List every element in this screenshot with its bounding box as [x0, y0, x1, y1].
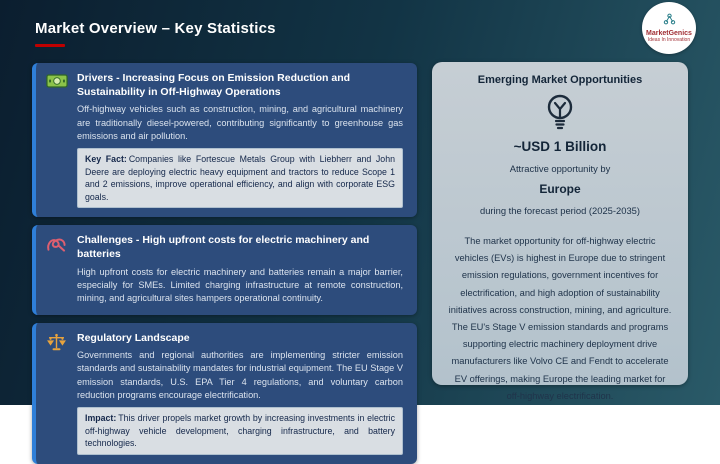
header: [35, 20, 276, 47]
opportunity-description: The market opportunity for off-highway electric vehicles (EVs) is highest in Europe due to stringent emission regulations, government incentives for electrification, and high adoption of sustainability initiatives across construction, mining, and agriculture. The EU's Stage V emission standards and programs supporting electric machinery deployment drive manufacturers like Volvo CE and Fendt to accelerate EV offerings, making Europe the leading market for off-highway electrification.: [448, 236, 672, 401]
knot-icon: [46, 233, 68, 305]
panel-title: Emerging Market Opportunities: [477, 74, 643, 86]
scales-icon: [46, 331, 68, 455]
card-challenges: [32, 225, 417, 314]
opportunity-subtitle: Attractive opportunity by: [509, 163, 611, 174]
callout-label: Key Fact:: [85, 154, 127, 165]
cards-column: [32, 63, 417, 464]
callout-text: This driver propels market growth by increasing investments in electric off-highway vehicle development, charging infrastructure, and battery technologies.: [85, 413, 395, 449]
callout-label: Impact:: [85, 413, 117, 424]
card-body: Governments and regional authorities are implementing stricter emission standards and sustainability mandates for industrial equipment. The EU Stage V emission standards, U.S. EPA Tier 4 regulations, and voluntary carbon reduction programs encourage electrification.: [77, 349, 403, 400]
card-title: Regulatory Landscape: [77, 331, 190, 344]
lightbulb-icon: [543, 93, 577, 135]
card-body: High upfront costs for electric machinery and batteries remain a major barrier, especially for SMEs. Limited charging infrastructure at remote construction, mining, and agricultural sites hampers operational continuity.: [77, 266, 403, 304]
card-drivers: [32, 63, 417, 217]
opportunity-value: ~USD 1 Billion: [513, 139, 607, 154]
callout-text: Companies like Fortescue Metals Group with Liebherr and John Deere are deploying electric heavy equipment and tractors to reduce Scope 1 and 2 emissions, improve operational efficiency, and align with corporate ESG goals.: [85, 154, 395, 202]
card-regulatory: [32, 323, 417, 464]
molecule-icon: [663, 12, 676, 30]
banknote-icon: [46, 71, 68, 208]
logo-tagline: Ideas In Innovation: [647, 37, 691, 44]
card-body: Off-highway vehicles such as construction, mining, and agricultural machinery are traditionally diesel-powered, contributing significantly to greenhouse gas emissions and air pollution.: [77, 104, 403, 142]
opportunity-panel: [432, 62, 688, 401]
impact-box: [77, 407, 403, 454]
opportunity-region: Europe: [539, 182, 581, 196]
page-title: Market Overview – Key Statistics: [35, 20, 276, 37]
opportunity-period: during the forecast period (2025-2035): [480, 205, 640, 216]
card-title: Drivers - Increasing Focus on Emission Reduction and Sustainability in Off-Highway Operations: [77, 72, 351, 99]
card-title: Challenges - High upfront costs for electric machinery and batteries: [77, 234, 370, 261]
key-fact-box: [77, 148, 403, 208]
logo-name: MarketGenics: [646, 30, 692, 38]
title-underline: [35, 44, 65, 47]
company-logo: [642, 2, 696, 54]
